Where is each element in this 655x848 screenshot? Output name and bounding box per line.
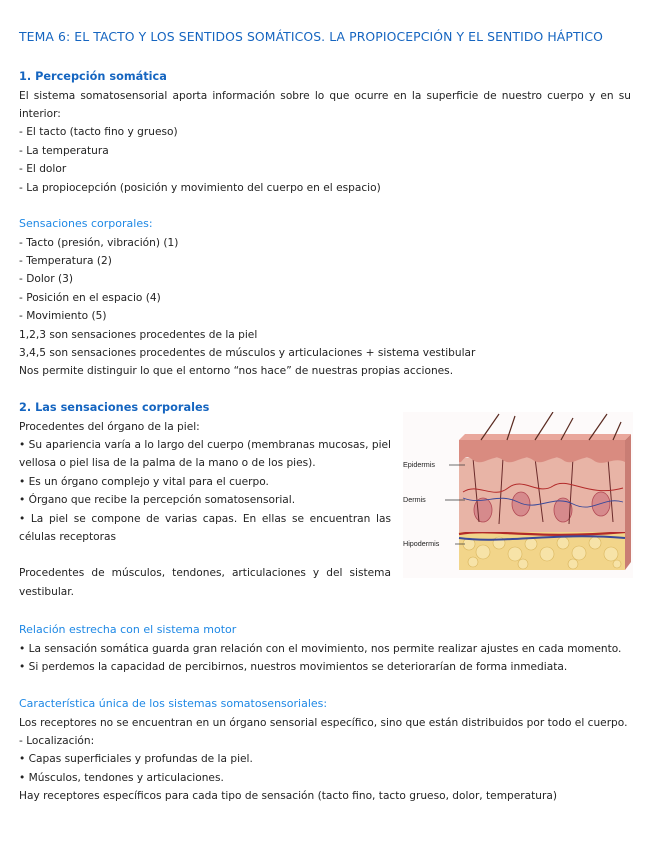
list-item: - Posición en el espacio (4)	[19, 291, 161, 304]
paragraph: Los receptores no se encuentran en un órgano sensorial específico, sino que están distribuidos por todo el cuerpo.	[19, 716, 628, 729]
label-hipodermis: Hipodermis	[403, 539, 440, 548]
section-heading: 2. Las sensaciones corporales	[19, 401, 210, 414]
block-side	[625, 434, 631, 570]
list-item: - El tacto (tacto fino y grueso)	[19, 126, 178, 139]
list-item: - Localización:	[19, 734, 95, 747]
list-item: - La temperatura	[19, 144, 109, 157]
section-percepcion	[19, 68, 631, 197]
list-item: • La sensación somática guarda gran relación con el movimiento, nos permite realizar ajustes en cada momento.	[19, 642, 622, 655]
list-item: • Capas superficiales y profundas de la piel.	[19, 753, 253, 766]
list-item: • Su apariencia varía a lo largo del cuerpo (membranas mucosas, piel vellosa o piel lisa de la palma de la mano o de los pies).	[19, 438, 391, 470]
section-sensaciones-corporales	[19, 399, 391, 601]
page-title: TEMA 6: EL TACTO Y LOS SENTIDOS SOMÁTICOS. LA PROPIOCEPCIÓN Y EL SENTIDO HÁPTICO	[19, 29, 603, 44]
list-item: • La piel se compone de varias capas. En ellas se encuentran las células receptoras	[19, 512, 391, 543]
list-item: - Tacto (presión, vibración) (1)	[19, 236, 179, 249]
section-sensaciones	[19, 215, 631, 381]
epidermis-layer	[459, 440, 625, 463]
list-item: - Temperatura (2)	[19, 254, 112, 267]
section-subheading: Sensaciones corporales:	[19, 217, 153, 230]
label-epidermis: Epidermis	[403, 460, 435, 469]
paragraph: Hay receptores específicos para cada tipo de sensación (tacto fino, tacto grueso, dolor, temperatura)	[19, 790, 557, 803]
section-subheading: Relación estrecha con el sistema motor	[19, 623, 237, 636]
section-sistema-motor	[19, 621, 631, 676]
paragraph: 1,2,3 son sensaciones procedentes de la piel	[19, 328, 258, 341]
list-item: - El dolor	[19, 163, 67, 176]
skin-diagram-illustration	[403, 412, 633, 578]
list-item: • Músculos, tendones y articulaciones.	[19, 771, 224, 784]
section-heading: 1. Percepción somática	[19, 70, 167, 83]
paragraph: Procedentes de músculos, tendones, articulaciones y del sistema vestibular.	[19, 567, 391, 598]
label-dermis: Dermis	[403, 495, 426, 504]
list-item: - La propiocepción (posición y movimiento del cuerpo en el espacio)	[19, 181, 381, 194]
paragraph: Procedentes del órgano de la piel:	[19, 420, 200, 433]
list-item: • Órgano que recibe la percepción somatosensorial.	[19, 494, 296, 507]
paragraph: Nos permite distinguir lo que el entorno “nos hace” de nuestras propias acciones.	[19, 365, 454, 378]
paragraph: El sistema somatosensorial aporta información sobre lo que ocurre en la superficie de nuestro cuerpo y en su interior:	[19, 89, 631, 120]
list-item: - Movimiento (5)	[19, 310, 107, 323]
skin-layers-figure	[403, 412, 633, 578]
list-item: • Es un órgano complejo y vital para el cuerpo.	[19, 475, 269, 488]
list-item: - Dolor (3)	[19, 273, 73, 286]
section-subheading: Característica única de los sistemas somatosensoriales:	[19, 697, 328, 710]
paragraph: 3,4,5 son sensaciones procedentes de músculos y articulaciones + sistema vestibular	[19, 346, 476, 359]
section-caracteristica-unica	[19, 695, 631, 806]
list-item: • Si perdemos la capacidad de percibirnos, nuestros movimientos se deteriorarían de forma inmediata.	[19, 660, 568, 673]
